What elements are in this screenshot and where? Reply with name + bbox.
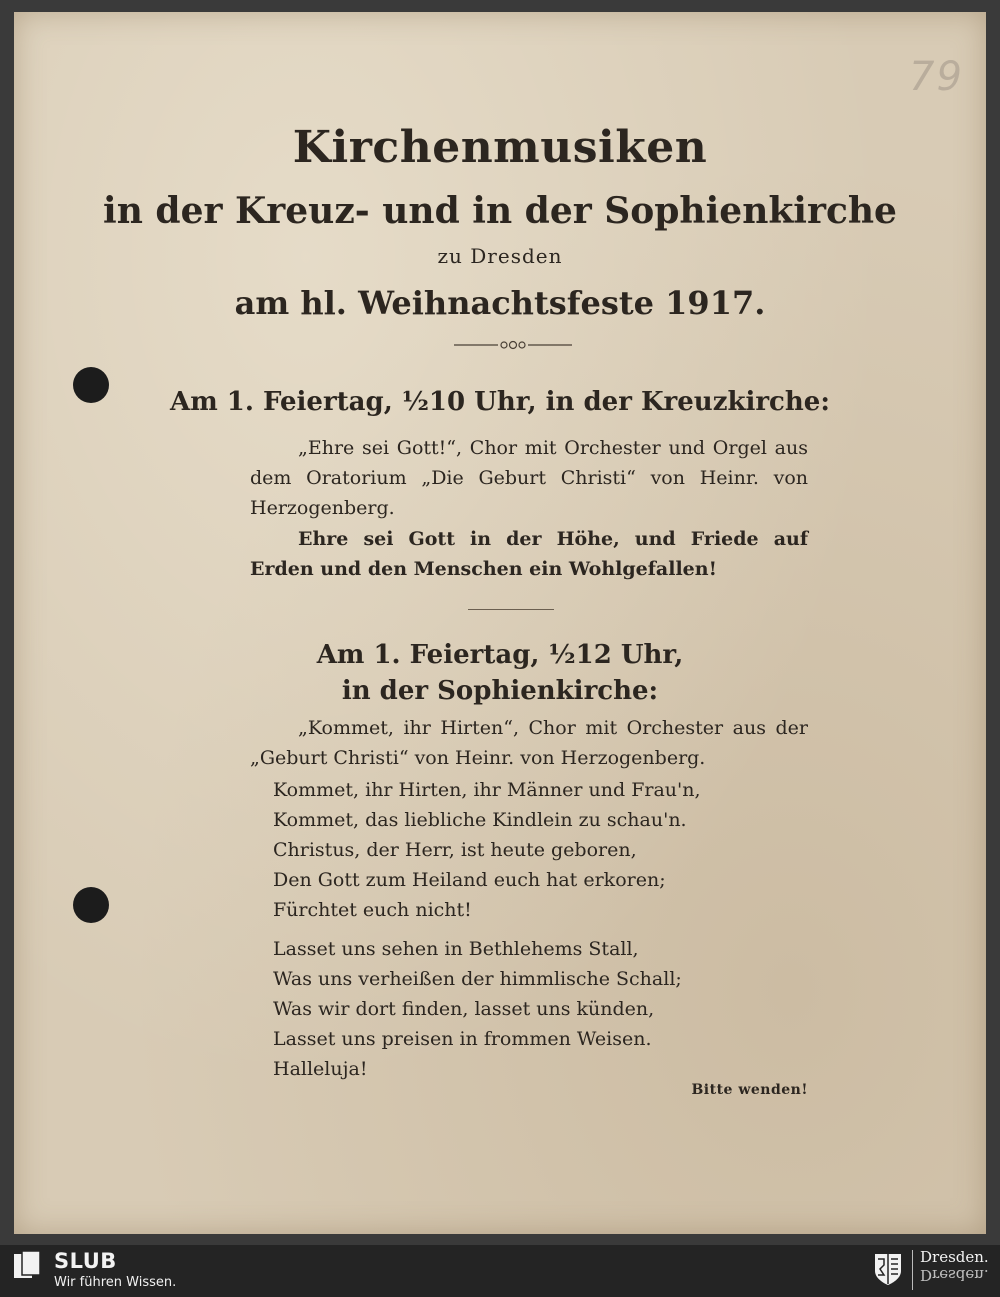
verse-line: Was wir dort finden, lasset uns künden, — [273, 998, 655, 1020]
section2-paragraph-text: „Kommet, ihr Hirten“, Chor mit Orchester aus der „Geburt Christi“ von Heinr. von Herzogenberg. — [250, 717, 808, 769]
slub-tagline: Wir führen Wissen. — [54, 1275, 177, 1290]
footer-divider — [912, 1250, 913, 1290]
section1-paragraph2 — [250, 524, 808, 584]
title-city: zu Dresden — [437, 244, 563, 268]
section-separator — [468, 609, 554, 610]
title-occasion: am hl. Weihnachtsfeste 1917. — [234, 284, 766, 322]
title-main: Kirchenmusiken — [292, 122, 708, 173]
section2-heading-line2: in der Sophienkirche: — [341, 676, 659, 706]
section1-paragraph2-text: Ehre sei Gott in der Höhe, und Friede auf Erden und den Menschen ein Wohlgefallen! — [250, 528, 808, 580]
verse-line: Den Gott zum Heiland euch hat erkoren; — [273, 869, 666, 891]
verse-line: Kommet, das liebliche Kindlein zu schau'n. — [273, 809, 687, 831]
section1-heading: Am 1. Feiertag, ½10 Uhr, in der Kreuzkirche: — [170, 387, 830, 417]
viewer-footer — [0, 1245, 1000, 1297]
verse-line: Fürchtet euch nicht! — [273, 899, 472, 921]
document-page — [14, 12, 986, 1234]
please-turn-note: Bitte wenden! — [691, 1082, 808, 1098]
dresden-brand-text: Dresden. — [920, 1248, 989, 1266]
punch-hole-bottom — [73, 887, 109, 923]
verse-line: Lasset uns preisen in frommen Weisen. — [273, 1028, 652, 1050]
dresden-brand[interactable] — [920, 1249, 989, 1283]
section1-paragraph1 — [250, 433, 808, 523]
title-churches: in der Kreuz- und in der Sophienkirche — [103, 190, 897, 232]
section2-heading — [14, 637, 986, 709]
page-number: 79 — [909, 54, 964, 100]
ornament-divider-icon — [454, 337, 572, 353]
section2-paragraph — [250, 713, 808, 773]
dresden-crest-icon[interactable] — [872, 1251, 904, 1287]
verse-stanza-2 — [273, 934, 793, 1084]
verse-stanza-1 — [273, 775, 793, 925]
verse-line: Christus, der Herr, ist heute geboren, — [273, 839, 637, 861]
slub-brand[interactable]: SLUB — [54, 1249, 117, 1273]
slub-book-icon[interactable] — [12, 1250, 42, 1282]
verse-line: Was uns verheißen der himmlische Schall; — [273, 968, 682, 990]
verse-line: Halleluja! — [273, 1058, 368, 1080]
verse-line: Kommet, ihr Hirten, ihr Männer und Frau'n, — [273, 779, 701, 801]
section1-paragraph1-text: „Ehre sei Gott!“, Chor mit Orchester und Orgel aus dem Oratorium „Die Geburt Christi“ von Heinr. von Herzogenberg. — [250, 437, 808, 519]
verse-line: Lasset uns sehen in Bethlehems Stall, — [273, 938, 639, 960]
dresden-brand-reflection: Dresden. — [920, 1266, 989, 1284]
section2-heading-line1: Am 1. Feiertag, ½12 Uhr, — [316, 640, 684, 670]
